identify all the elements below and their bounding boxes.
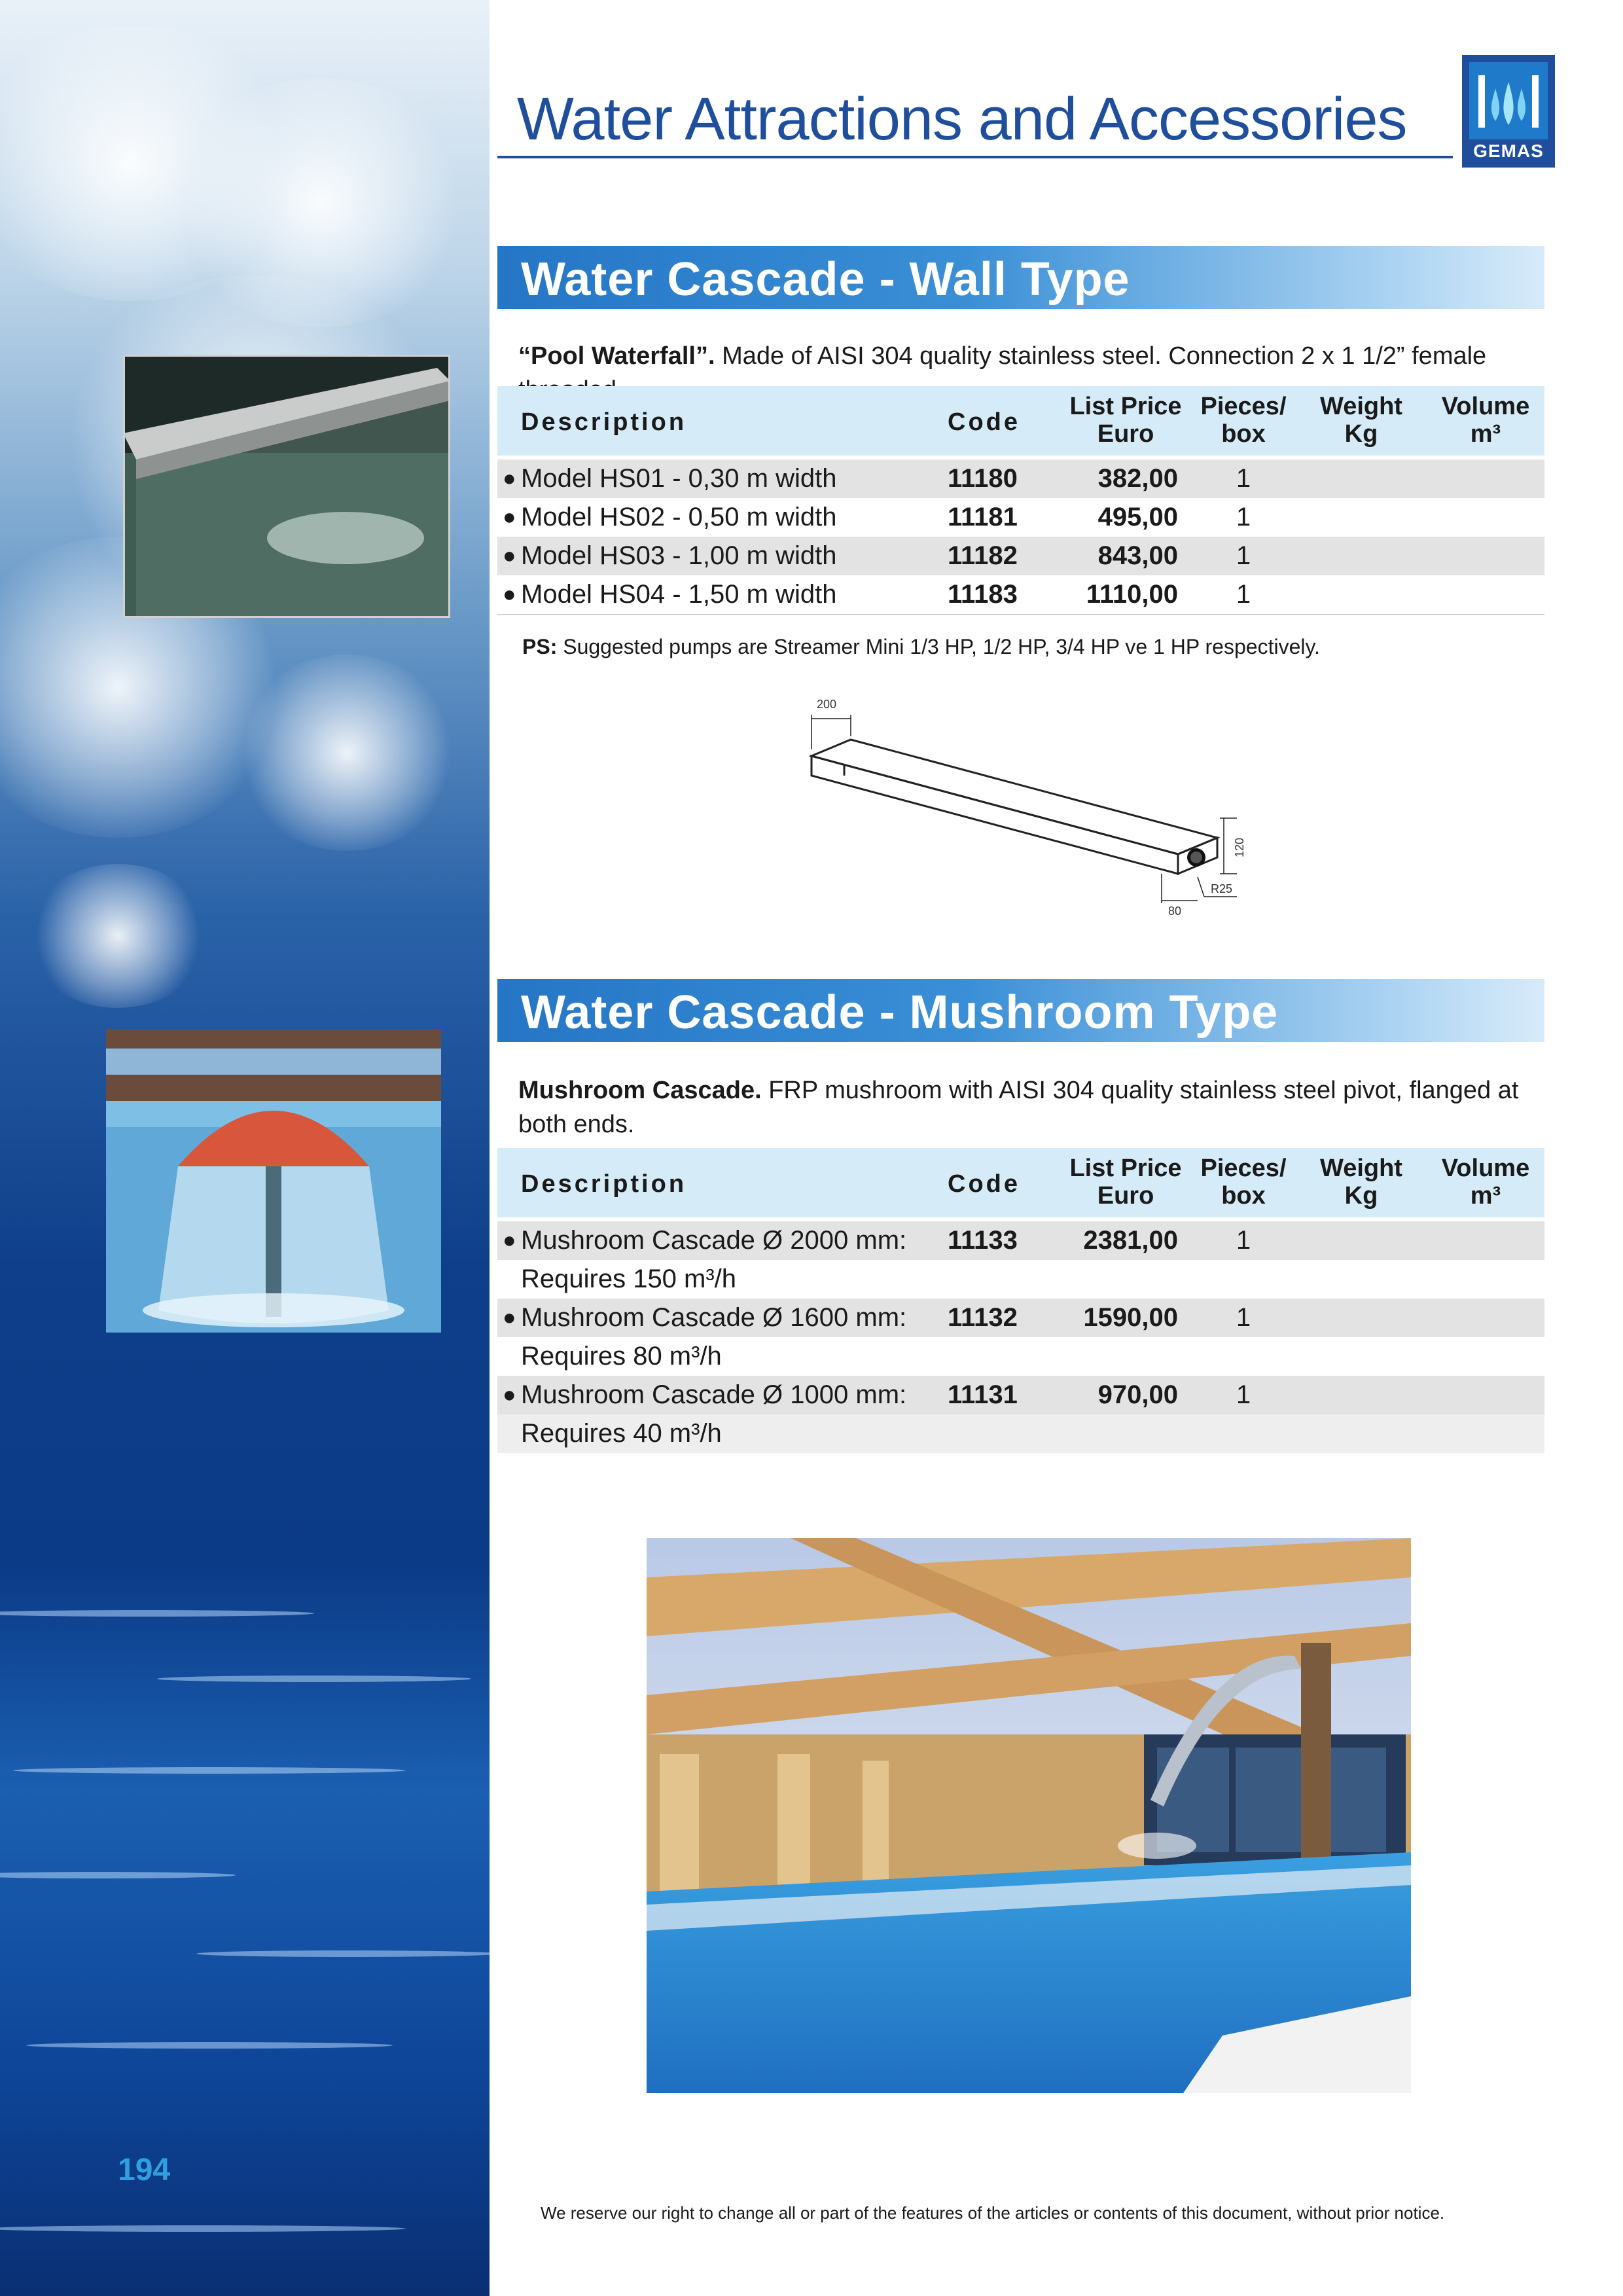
header-divider [497, 156, 1453, 158]
section-title: Water Cascade - Wall Type [521, 253, 1130, 306]
header-weight-line2: Kg [1344, 1182, 1378, 1210]
wall-cascade-image [123, 355, 450, 618]
row-description: Mushroom Cascade Ø 2000 mm: [521, 1226, 907, 1255]
wall-price-table [497, 386, 1544, 615]
row-description: Model HS02 - 0,50 m width [521, 503, 837, 531]
mushroom-intro-text [518, 1073, 1539, 1141]
row-pieces: 1 [1236, 503, 1251, 531]
header-price-line2: Euro [1097, 420, 1154, 448]
row-code: 11132 [948, 1303, 1018, 1332]
row-pieces: 1 [1236, 1380, 1251, 1409]
footer-disclaimer: We reserve our right to change all or part of the features of the articles or contents of this document, without prior notice. [541, 2203, 1445, 2223]
header-weight [1296, 393, 1427, 448]
bullet-icon: ● [503, 543, 516, 568]
mushroom-intro-bold: Mushroom Cascade. [518, 1077, 762, 1104]
header-pieces-line1: Pieces/ [1200, 1155, 1287, 1182]
row-pieces: 1 [1236, 464, 1251, 493]
table-row [497, 1299, 1544, 1337]
table-header [497, 1148, 1544, 1217]
header-description: Description [521, 1170, 687, 1198]
row-pieces: 1 [1236, 1226, 1251, 1255]
section-title: Water Cascade - Mushroom Type [521, 986, 1279, 1039]
row-code: 11181 [948, 503, 1018, 531]
wall-cascade-technical-drawing [785, 687, 1257, 923]
header-code: Code [948, 408, 1020, 436]
page-number: 194 [118, 2153, 171, 2187]
mushroom-cascade-image [106, 1029, 441, 1333]
table-row-sub [497, 1414, 1544, 1453]
header-code: Code [948, 1170, 1020, 1198]
table-row [497, 498, 1544, 537]
header-weight-line1: Weight [1320, 393, 1402, 420]
spray-splash [236, 655, 458, 851]
header-pieces [1191, 1155, 1296, 1210]
water-wave [157, 1676, 471, 1682]
header-price-line2: Euro [1097, 1182, 1154, 1210]
water-drops-icon [1469, 62, 1548, 139]
bullet-icon: ● [503, 505, 516, 529]
row-pieces: 1 [1236, 580, 1251, 609]
water-wave [0, 1872, 236, 1878]
ps-label: PS: [522, 635, 558, 658]
section-header-mushroom-type [497, 979, 1544, 1042]
header-price-line1: List Price [1069, 393, 1182, 420]
drawing-depth-label: 80 [1168, 905, 1182, 918]
section-header-wall-type [497, 246, 1544, 309]
header-volume [1427, 393, 1544, 448]
row-price: 1110,00 [1086, 580, 1178, 609]
bullet-icon: ● [503, 1228, 516, 1253]
mushroom-cascade-photo [106, 1029, 441, 1333]
header-weight-line2: Kg [1344, 420, 1378, 448]
header-volume-line2: m³ [1470, 420, 1501, 448]
header-volume-line1: Volume [1441, 1155, 1530, 1182]
table-row [497, 459, 1544, 498]
indoor-pool-image [647, 1538, 1411, 2093]
row-pieces: 1 [1236, 1303, 1251, 1332]
header-pieces-line1: Pieces/ [1200, 393, 1287, 420]
drawing-height-label: 120 [1233, 837, 1246, 857]
row-description: Mushroom Cascade Ø 1600 mm: [521, 1303, 907, 1332]
table-row [497, 575, 1544, 614]
row-price: 843,00 [1097, 541, 1178, 570]
drawing-radius-label: R25 [1211, 882, 1233, 895]
header-description: Description [521, 408, 687, 436]
row-code: 11183 [948, 580, 1018, 609]
table-header [497, 386, 1544, 456]
row-code: 11131 [948, 1380, 1018, 1409]
header-volume [1427, 1155, 1544, 1210]
table-row [497, 537, 1544, 575]
header-volume-line1: Volume [1441, 393, 1530, 420]
row-price: 2381,00 [1083, 1226, 1178, 1255]
water-wave [13, 1767, 406, 1774]
row-description: Mushroom Cascade Ø 1000 mm: [521, 1380, 907, 1409]
ps-text: Suggested pumps are Streamer Mini 1/3 HP, 1/2 HP, 3/4 HP ve 1 HP respectively. [557, 635, 1320, 658]
header-weight [1296, 1155, 1427, 1210]
header-list-price [1060, 393, 1191, 448]
row-code: 11182 [948, 541, 1018, 570]
row-pieces: 1 [1236, 541, 1251, 570]
wall-cascade-photo [123, 355, 450, 618]
spray-splash [26, 864, 209, 1008]
bullet-icon: ● [503, 582, 516, 607]
header-pieces-line2: box [1221, 420, 1266, 448]
header-weight-line1: Weight [1320, 1155, 1402, 1182]
logo-emblem [1469, 62, 1548, 139]
table-row [497, 1221, 1544, 1260]
row-price: 1590,00 [1083, 1303, 1178, 1332]
logo-text: GEMAS [1473, 141, 1544, 161]
row-requirement: Requires 150 m³/h [521, 1265, 737, 1293]
row-requirement: Requires 80 m³/h [521, 1342, 722, 1371]
water-wave [26, 2042, 393, 2049]
indoor-pool-photo [647, 1538, 1411, 2093]
wall-intro-bold: “Pool Waterfall”. [518, 342, 715, 370]
row-description: Model HS01 - 0,30 m width [521, 464, 837, 493]
header-pieces [1191, 393, 1296, 448]
row-price: 970,00 [1097, 1380, 1178, 1409]
bullet-icon: ● [503, 1305, 516, 1330]
row-description: Model HS03 - 1,00 m width [521, 541, 837, 570]
water-wave [0, 2225, 406, 2232]
row-code: 11180 [948, 464, 1018, 493]
header-price-line1: List Price [1069, 1155, 1182, 1182]
page-title: Water Attractions and Accessories [517, 86, 1407, 152]
header-pieces-line2: box [1221, 1182, 1266, 1210]
row-description: Model HS04 - 1,50 m width [521, 580, 837, 609]
mushroom-intro-rest: FRP mushroom with AISI 304 quality stainless steel pivot, flanged at both ends. [518, 1077, 1519, 1138]
row-price: 382,00 [1097, 464, 1178, 493]
ps-note [522, 635, 1320, 659]
table-row-sub [497, 1260, 1544, 1299]
table-bottom-rule [497, 614, 1544, 615]
gemas-logo [1462, 55, 1555, 168]
table-row-sub [497, 1337, 1544, 1376]
drawing-width-label: 200 [817, 698, 837, 711]
wall-intro-rest: Made of AISI 304 quality stainless steel. Connection 2 x 1 1/2” female [722, 342, 1487, 370]
row-price: 495,00 [1097, 503, 1178, 531]
header-volume-line2: m³ [1470, 1182, 1501, 1210]
water-wave [196, 1950, 490, 1957]
bullet-icon: ● [503, 1382, 516, 1407]
bullet-icon: ● [503, 466, 516, 491]
water-wave [0, 1610, 314, 1617]
mushroom-price-table [497, 1148, 1544, 1453]
header-list-price [1060, 1155, 1191, 1210]
table-row [497, 1376, 1544, 1414]
row-requirement: Requires 40 m³/h [521, 1419, 722, 1448]
row-code: 11133 [948, 1226, 1018, 1255]
